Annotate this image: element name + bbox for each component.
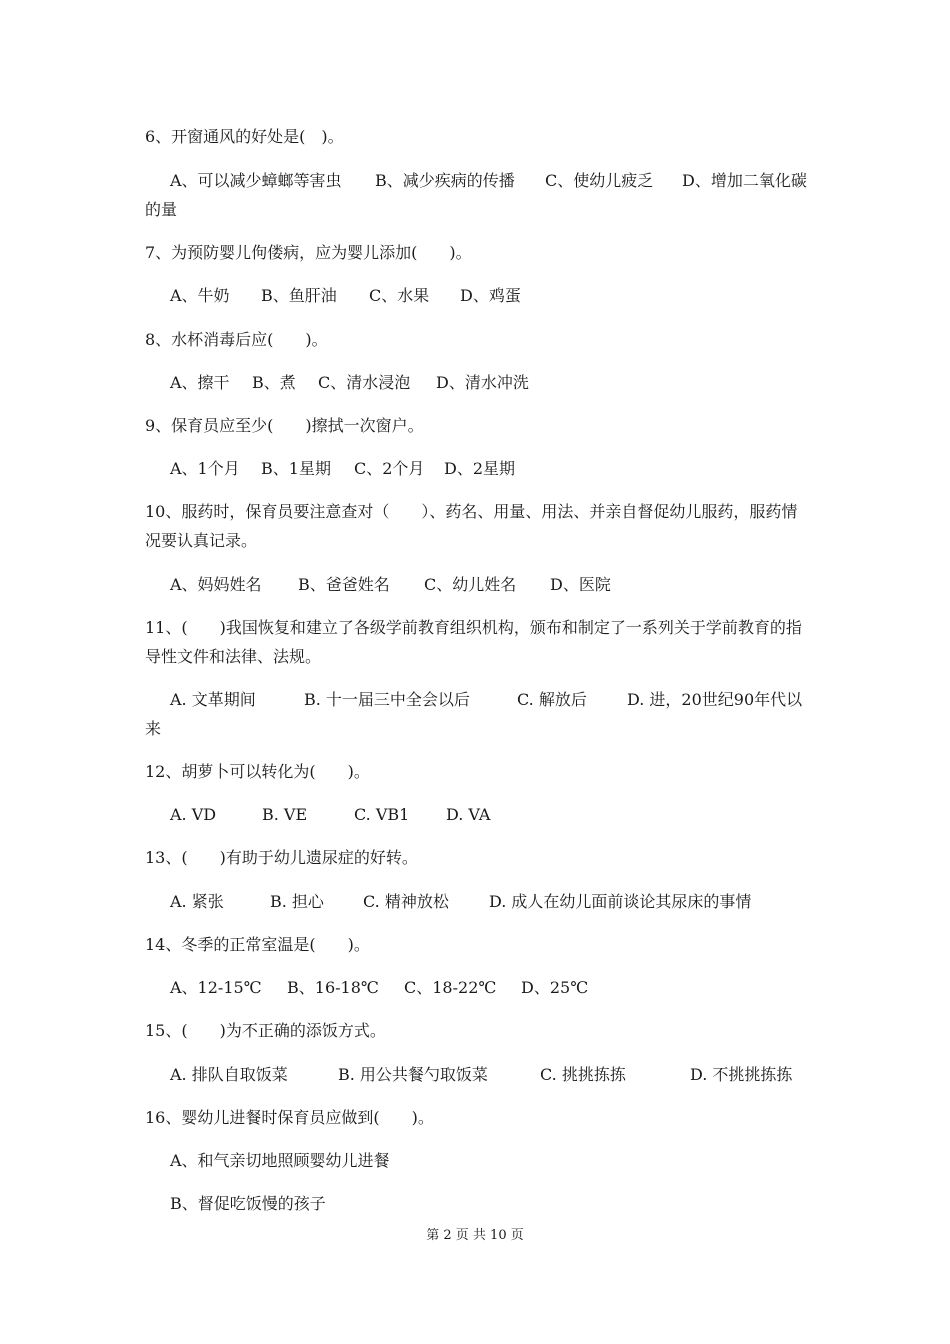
question-15-options	[170, 1060, 792, 1089]
question-9-options	[170, 454, 515, 483]
question-12: 12、胡萝卜可以转化为( )。	[145, 762, 370, 781]
option-d: D. 不挑挑拣拣	[690, 1065, 793, 1084]
option-c: C、使幼儿疲乏	[545, 171, 654, 190]
option-a: A. VD	[170, 805, 217, 824]
question-6: 6、开窗通风的好处是( )。	[145, 127, 344, 146]
option-a: A、擦干	[170, 373, 230, 392]
option-a: A、妈妈姓名	[170, 575, 262, 594]
option-a: A、可以减少蟑螂等害虫	[170, 171, 342, 190]
option-d: D、增加二氧化碳	[682, 171, 807, 190]
option-b: B、鱼肝油	[261, 286, 337, 305]
question-15: 15、( )为不正确的添饭方式。	[145, 1021, 386, 1040]
question-11-options-wrap: 来	[145, 719, 162, 738]
option-c: C. 解放后	[517, 690, 587, 709]
question-8: 8、水杯消毒后应( )。	[145, 330, 328, 349]
question-16-option-a: A、和气亲切地照顾婴幼儿进餐	[170, 1151, 390, 1170]
question-7: 7、为预防婴儿佝偻病，应为婴儿添加( )。	[145, 243, 472, 262]
option-b: B. 用公共餐勺取饭菜	[338, 1065, 488, 1084]
option-c: C. VB1	[354, 805, 410, 824]
question-7-options	[170, 281, 521, 310]
option-c: C、18-22℃	[404, 978, 497, 997]
option-c: C、水果	[369, 286, 430, 305]
question-16-option-b: B、督促吃饭慢的孩子	[170, 1194, 326, 1213]
question-10-options	[170, 570, 611, 599]
option-c: C. 精神放松	[363, 892, 449, 911]
option-a: A. 排队自取饭菜	[170, 1065, 288, 1084]
question-13-options	[170, 887, 751, 916]
question-12-options	[170, 800, 490, 829]
question-16: 16、婴幼儿进餐时保育员应做到( )。	[145, 1108, 434, 1127]
option-c: C、2个月	[354, 459, 425, 478]
page-footer: 第 2 页 共 10 页	[426, 1228, 524, 1243]
option-a: A、1个月	[170, 459, 240, 478]
option-b: B、煮	[252, 373, 296, 392]
option-d: D、2星期	[444, 459, 516, 478]
question-8-options	[170, 368, 529, 397]
question-14: 14、冬季的正常室温是( )。	[145, 935, 370, 954]
option-b: B. 担心	[270, 892, 324, 911]
option-c: C、清水浸泡	[318, 373, 411, 392]
question-13: 13、( )有助于幼儿遗尿症的好转。	[145, 848, 418, 867]
option-b: B、1星期	[261, 459, 331, 478]
option-b: B. VE	[262, 805, 308, 824]
question-9: 9、保育员应至少( )擦拭一次窗户。	[145, 416, 424, 435]
option-d: D、25℃	[521, 978, 589, 997]
option-b: B、16-18℃	[287, 978, 379, 997]
option-a: A、牛奶	[170, 286, 230, 305]
option-d: D、清水冲洗	[436, 373, 529, 392]
option-b: B、减少疾病的传播	[375, 171, 515, 190]
option-a: A. 文革期间	[170, 690, 256, 709]
option-a: A. 紧张	[170, 892, 224, 911]
option-b: B. 十一届三中全会以后	[304, 690, 470, 709]
option-c: C、幼儿姓名	[424, 575, 517, 594]
option-a: A、12-15℃	[170, 978, 262, 997]
question-6-options-wrap: 的量	[145, 200, 178, 219]
question-11: 11、( )我国恢复和建立了各级学前教育组织机构，颁布和制定了一系列关于学前教育的指导性文件和法律、法规。	[145, 618, 802, 666]
question-6-options	[170, 166, 807, 195]
option-d: D、医院	[550, 575, 611, 594]
question-11-options	[170, 685, 802, 714]
option-d: D. VA	[446, 805, 491, 824]
option-d: D. 进，20世纪90年代以	[627, 690, 803, 709]
option-c: C. 挑挑拣拣	[540, 1065, 626, 1084]
option-b: B、爸爸姓名	[298, 575, 390, 594]
question-10: 10、服药时，保育员要注意查对（ ）、药名、用量、用法、并亲自督促幼儿服药，服药情况要认真记录。	[145, 502, 798, 550]
question-14-options	[170, 973, 588, 1002]
option-d: D、鸡蛋	[460, 286, 521, 305]
option-d: D. 成人在幼儿面前谈论其尿床的事情	[489, 892, 752, 911]
